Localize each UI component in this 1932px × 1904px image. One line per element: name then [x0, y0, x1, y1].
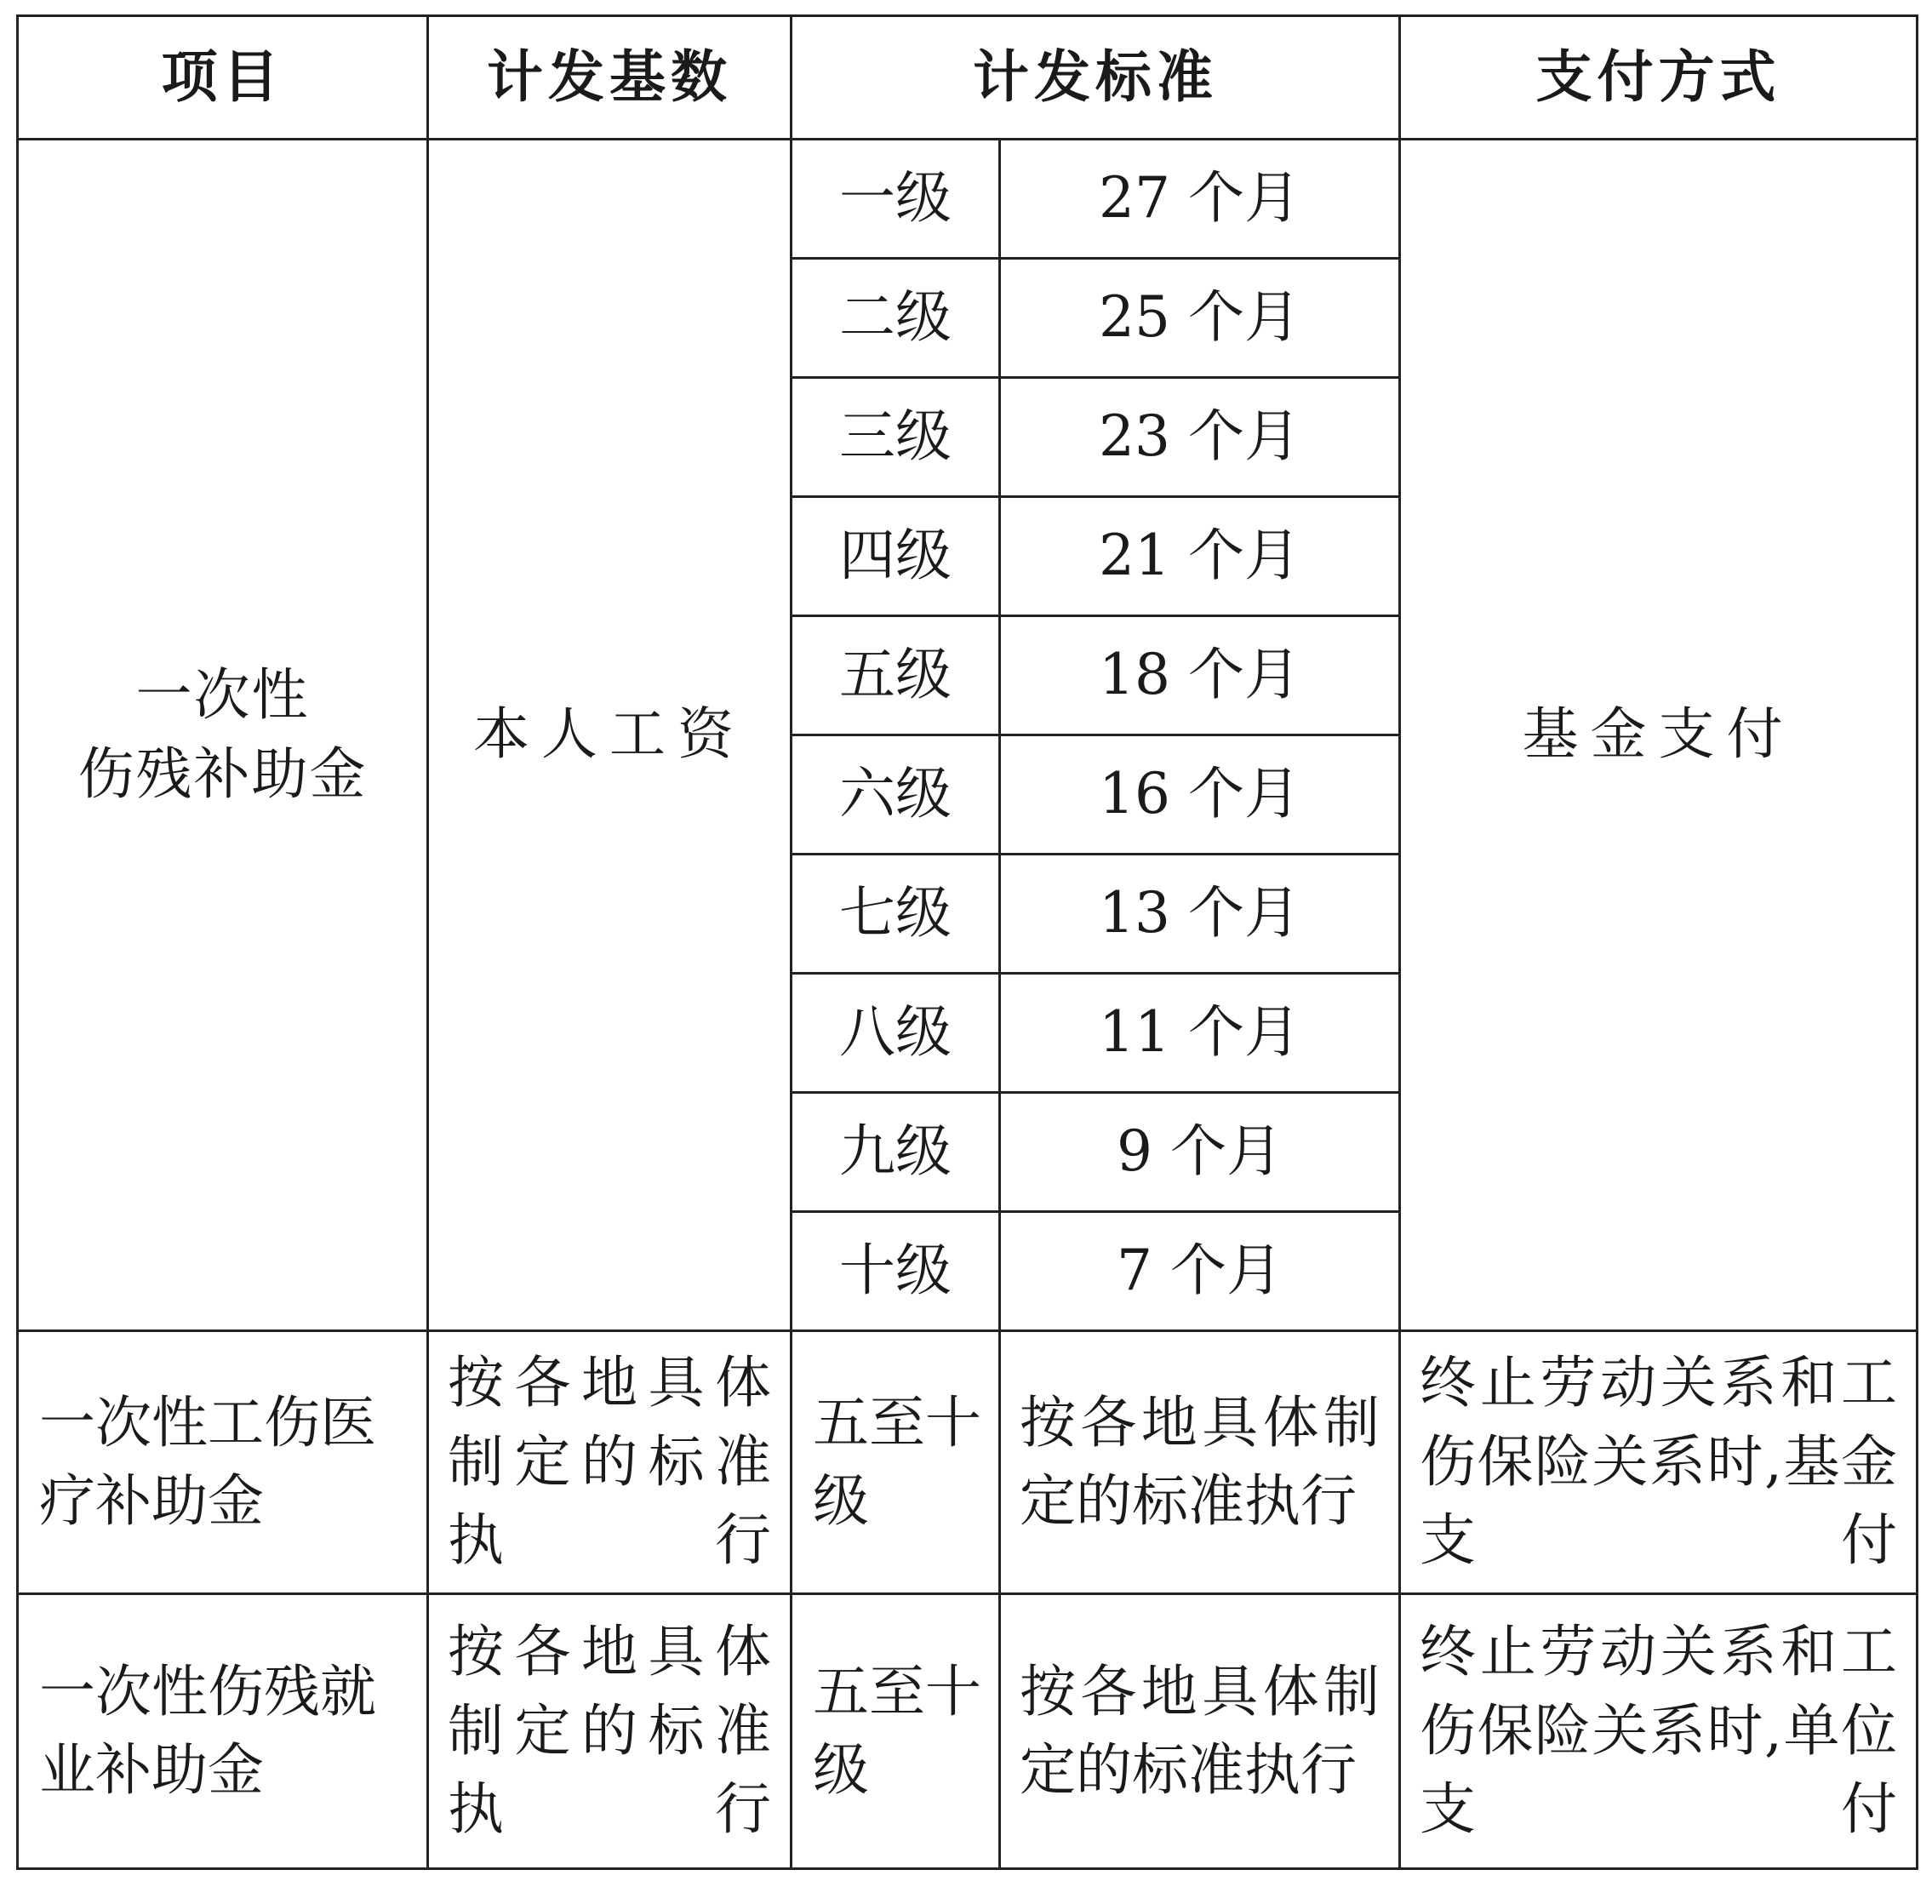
level-cell: 七级	[792, 855, 1000, 974]
level-cell: 一级	[792, 140, 1000, 259]
header-base: 计发基数	[428, 16, 792, 140]
level-range: 五至十级	[792, 1331, 1000, 1594]
standard-local: 按各地具体制定的标准执行	[1000, 1331, 1400, 1594]
base-own-salary: 本人工资	[428, 140, 792, 1331]
level-cell: 二级	[792, 259, 1000, 378]
table-row	[18, 1594, 1918, 1869]
item-medical-subsidy: 一次性工伤医疗补助金	[18, 1331, 428, 1594]
header-row	[18, 16, 1918, 140]
item-disability-subsidy: 一次性 伤残补助金	[18, 140, 428, 1331]
level-cell: 九级	[792, 1093, 1000, 1212]
payment-fund: 基金支付	[1400, 140, 1918, 1331]
level-cell: 五级	[792, 616, 1000, 735]
standard-cell: 23 个月	[1000, 378, 1400, 497]
standard-cell: 9 个月	[1000, 1093, 1400, 1212]
standard-cell: 18 个月	[1000, 616, 1400, 735]
item-employment-subsidy: 一次性伤残就业补助金	[18, 1594, 428, 1869]
standard-cell: 7 个月	[1000, 1212, 1400, 1331]
header-standard: 计发标准	[792, 16, 1400, 140]
level-cell: 六级	[792, 735, 1000, 855]
level-cell: 十级	[792, 1212, 1000, 1331]
base-local-standard: 按各地具体制定的标准执行	[428, 1594, 792, 1869]
base-local-standard: 按各地具体制定的标准执行	[428, 1331, 792, 1594]
standard-cell: 16 个月	[1000, 735, 1400, 855]
compensation-table	[16, 14, 1918, 1870]
payment-terminate-unit: 终止劳动关系和工伤保险关系时,单位支付	[1400, 1594, 1918, 1869]
standard-cell: 27 个月	[1000, 140, 1400, 259]
level-cell: 八级	[792, 974, 1000, 1093]
standard-local: 按各地具体制定的标准执行	[1000, 1594, 1400, 1869]
standard-cell: 21 个月	[1000, 497, 1400, 616]
header-payment: 支付方式	[1400, 16, 1918, 140]
standard-cell: 13 个月	[1000, 855, 1400, 974]
standard-cell: 25 个月	[1000, 259, 1400, 378]
level-cell: 三级	[792, 378, 1000, 497]
level-cell: 四级	[792, 497, 1000, 616]
header-item: 项目	[18, 16, 428, 140]
table-row	[18, 1331, 1918, 1594]
standard-cell: 11 个月	[1000, 974, 1400, 1093]
level-range: 五至十级	[792, 1594, 1000, 1869]
payment-terminate-fund: 终止劳动关系和工伤保险关系时,基金支付	[1400, 1331, 1918, 1594]
table-row	[18, 140, 1918, 259]
